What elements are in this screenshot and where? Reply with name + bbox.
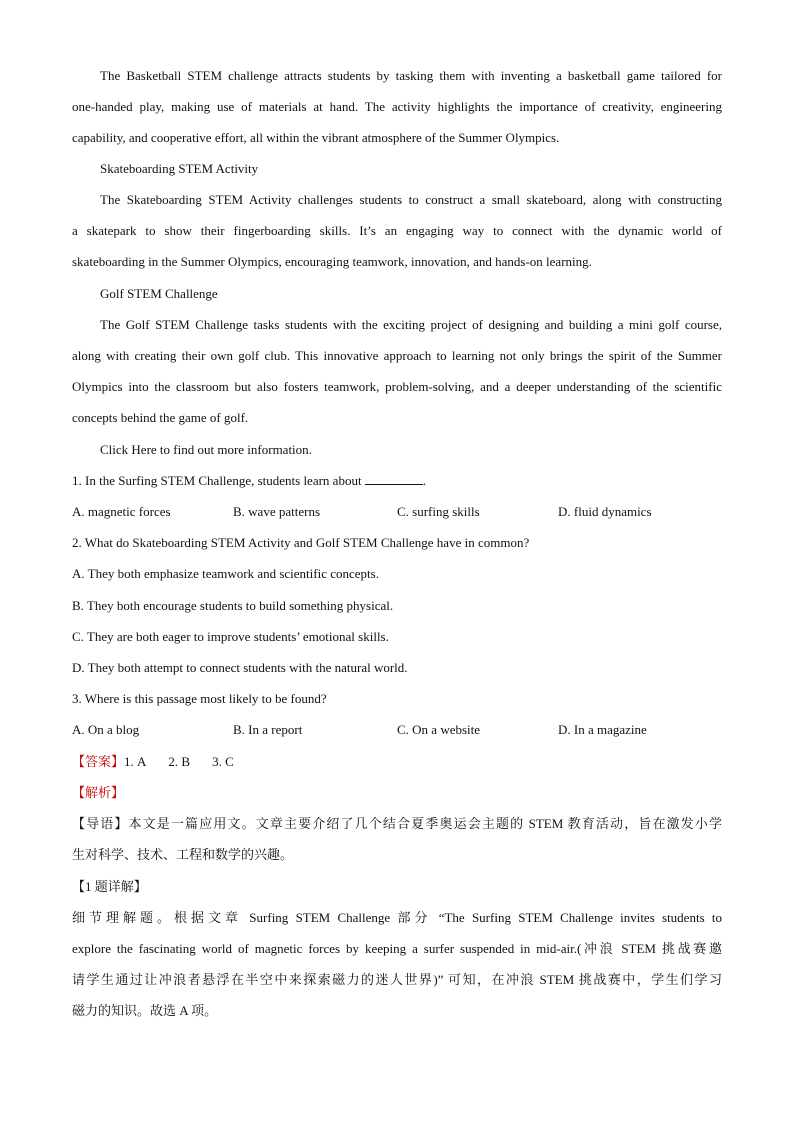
intro-label: 【导语】 xyxy=(72,816,129,831)
passage-p2-line-2: a skatepark to show their fingerboarding skills. It’s an engaging way to connect with the dynamic world of xyxy=(72,223,722,238)
question-2: 2. What do Skateboarding STEM Activity and Golf STEM Challenge have in common? xyxy=(72,535,530,550)
passage-p1-line-1: The Basketball STEM challenge attracts students by tasking them with inventing a basketball game tailored for xyxy=(100,68,722,83)
q1-detail-line-3: 请学生通过让冲浪者悬浮在半空中来探索磁力的迷人世界)” 可知，在冲浪 STEM 挑战赛中，学生们学习 xyxy=(72,972,722,987)
passage-p1-line-2: one-handed play, making use of materials at hand. The activity highlights the importance of creativity, engineering xyxy=(72,99,722,114)
intro-text-1: 本文是一篇应用文。文章主要介绍了几个结合夏季奥运会主题的 STEM 教育活动，旨在激发小学 xyxy=(128,816,722,831)
question-3: 3. Where is this passage most likely to be found? xyxy=(72,691,327,706)
q2-option-a: A. They both emphasize teamwork and scientific concepts. xyxy=(72,566,379,581)
q2-option-d: D. They both attempt to connect students with the natural world. xyxy=(72,660,408,675)
question-1-period: . xyxy=(422,473,427,488)
answer-3: 3. C xyxy=(212,754,234,769)
q1-detail-label: 【1 题详解】 xyxy=(72,879,147,894)
q3-option-a: A. On a blog xyxy=(72,722,140,737)
q1-option-b: B. wave patterns xyxy=(233,504,321,519)
q1-option-d: D. fluid dynamics xyxy=(558,504,652,519)
passage-p2-line-3: skateboarding in the Summer Olympics, encouraging teamwork, innovation, and hands-on learning. xyxy=(72,254,592,269)
passage-p2-line-1: The Skateboarding STEM Activity challenges students to construct a small skateboard, along with constructing xyxy=(100,192,722,207)
click-here-link[interactable]: Click Here to find out more information. xyxy=(100,442,312,457)
passage-p3-line-1: The Golf STEM Challenge tasks students with the exciting project of designing and building a mini golf course, xyxy=(100,317,722,332)
q1-detail-line-1: 细节理解题。根据文章 Surfing STEM Challenge 部分 “The Surfing STEM Challenge invites students to xyxy=(72,910,722,925)
intro-line-2: 生对科学、技术、工程和数学的兴趣。 xyxy=(72,847,294,862)
intro-line-1 xyxy=(72,815,722,833)
q3-option-d: D. In a magazine xyxy=(558,722,647,737)
answer-2: 2. B xyxy=(168,754,191,769)
q2-option-c: C. They are both eager to improve students’ emotional skills. xyxy=(72,629,389,644)
section-heading-skateboarding: Skateboarding STEM Activity xyxy=(100,161,259,176)
question-1 xyxy=(72,472,722,490)
answer-label: 【答案】 xyxy=(72,754,125,769)
answer-blank xyxy=(365,472,423,485)
q3-option-c: C. On a website xyxy=(397,722,481,737)
q1-option-a: A. magnetic forces xyxy=(72,504,171,519)
answer-1: 1. A xyxy=(124,754,147,769)
passage-p3-line-4: concepts behind the game of golf. xyxy=(72,410,249,425)
question-1-text: 1. In the Surfing STEM Challenge, students learn about xyxy=(72,473,362,488)
q1-detail-line-2: explore the fascinating world of magnetic forces by keeping a surfer suspended in mid-air.(冲浪 STEM 挑战赛邀 xyxy=(72,941,722,956)
passage-p1-line-3: capability, and cooperative effort, all within the vibrant atmosphere of the Summer Olympics. xyxy=(72,130,560,145)
q2-option-b: B. They both encourage students to build something physical. xyxy=(72,598,394,613)
answer-row xyxy=(72,753,722,771)
q1-option-c: C. surfing skills xyxy=(397,504,480,519)
passage-p3-line-2: along with creating their own golf club. This innovative approach to learning not only brings the spirit of the Summer xyxy=(72,348,722,363)
passage-p3-line-3: Olympics into the classroom but also fosters teamwork, problem-solving, and a deeper understanding of the scientific xyxy=(72,379,722,394)
analysis-label: 【解析】 xyxy=(72,785,125,800)
q3-option-b: B. In a report xyxy=(233,722,303,737)
section-heading-golf: Golf STEM Challenge xyxy=(100,286,218,301)
q1-detail-line-4: 磁力的知识。故选 A 项。 xyxy=(72,1003,218,1018)
